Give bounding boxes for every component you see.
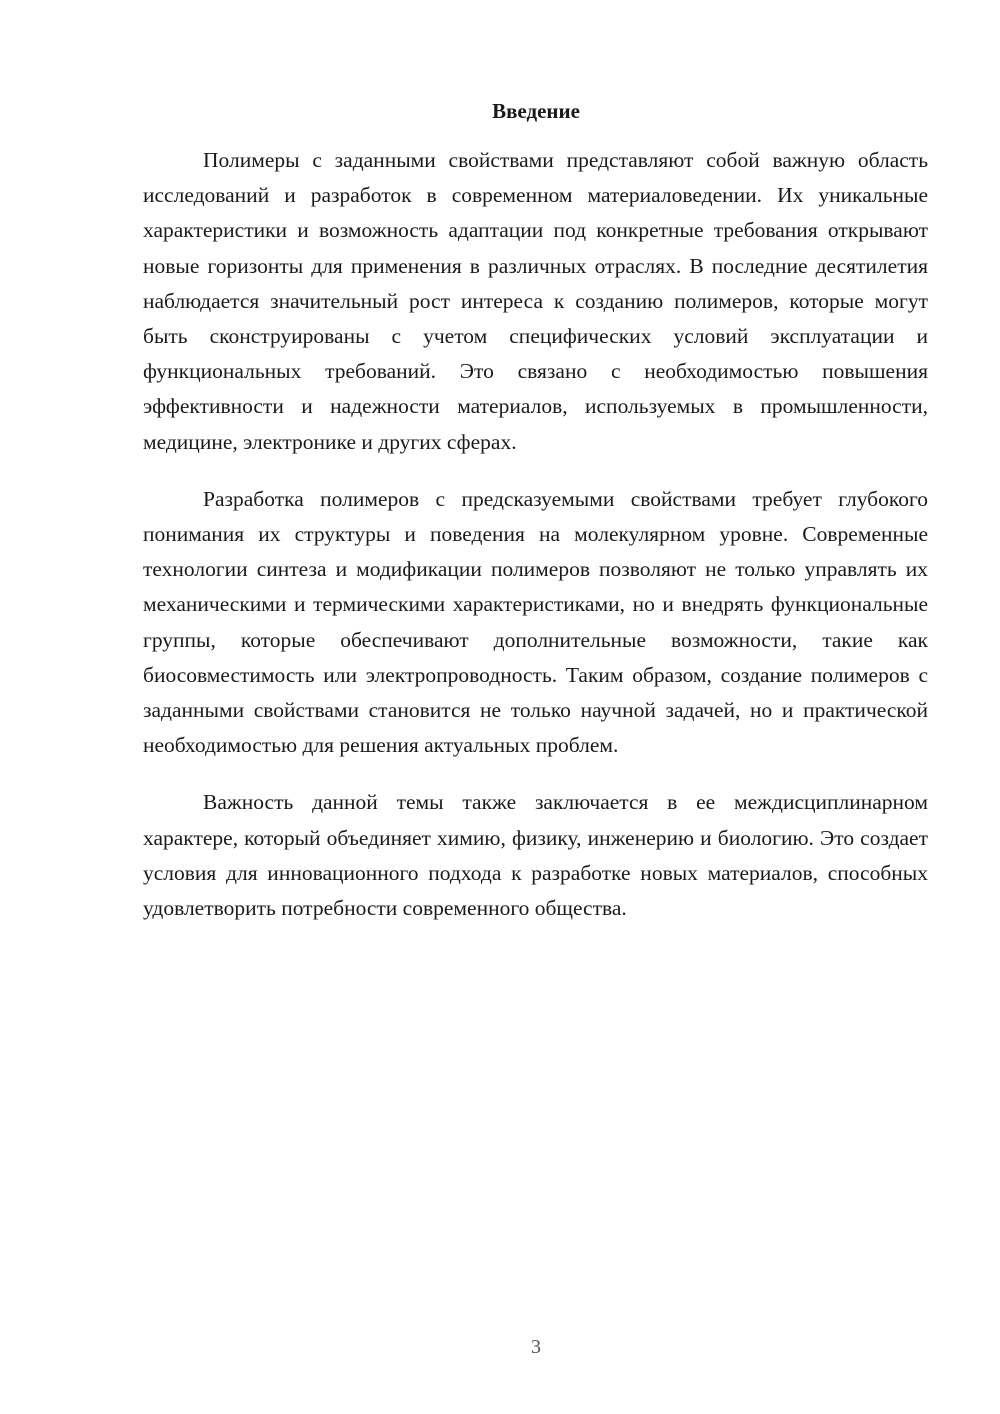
paragraph: Важность данной темы также заключается в ее междисциплинарном характере, который объединяет химию, физику, инженерию и биологию. Это создает условия для инновационного подхода к разработке новых материалов, способных удовлетворить потребности современного общества. (143, 790, 928, 921)
body-text (143, 143, 928, 948)
section-heading: Введение (492, 99, 580, 123)
paragraph: Разработка полимеров с предсказуемыми свойствами требует глубокого понимания их структуры и поведения на молекулярном уровне. Современные технологии синтеза и модификации полимеров позволяют не только управлять их механическими и термическими характеристиками, но и внедрять функциональные группы, которые обеспечивают дополнительные возможности, такие как биосовместимость или электропроводность. Таким образом, создание полимеров с заданными свойствами становится не только научной задачей, но и практической необходимостью для решения актуальных проблем. (143, 486, 928, 758)
page-number: 3 (531, 1336, 541, 1358)
paragraph: Полимеры с заданными свойствами представляют собой важную область исследований и разработок в современном материаловедении. Их уникальные характеристики и возможность адаптации под конкретные требования открывают новые горизонты для применения в различных отраслях. В последние десятилетия наблюдается значительный рост интереса к созданию полимеров, которые могут быть сконструированы с учетом специфических условий эксплуатации и функциональных требований. Это связано с необходимостью повышения эффективности и надежности материалов, используемых в промышленности, медицине, электронике и других сферах. (143, 148, 928, 454)
